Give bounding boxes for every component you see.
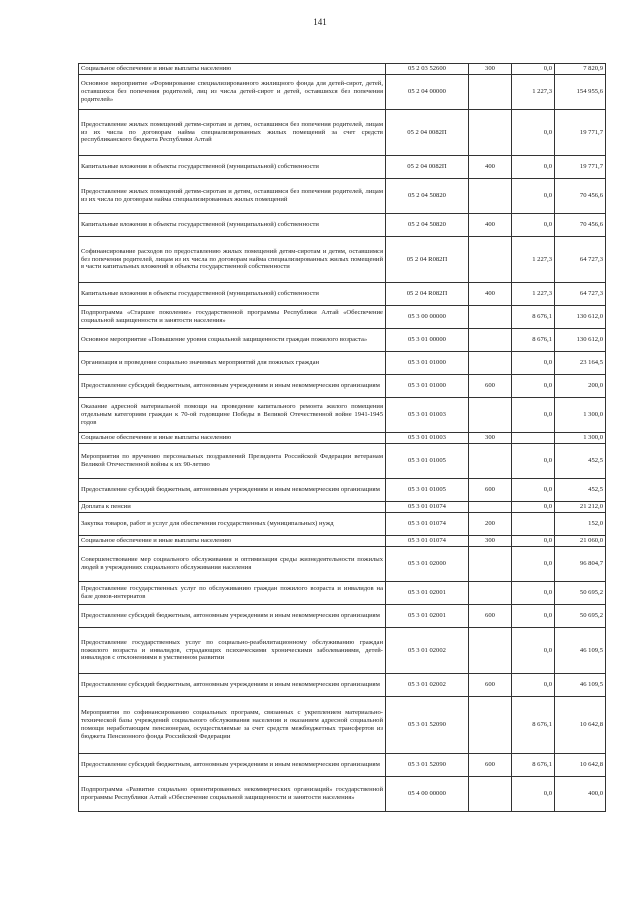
row-target-code: 05 3 01 00000 [386, 329, 469, 352]
row-target-code: 05 2 04 R082П [386, 237, 469, 283]
row-amount-2: 7 820,9 [555, 64, 606, 75]
row-target-code: 05 3 01 01074 [386, 513, 469, 536]
row-amount-1: 0,0 [512, 375, 555, 398]
row-expense-type: 400 [469, 214, 512, 237]
row-expense-type: 600 [469, 479, 512, 502]
row-target-code: 05 3 01 02002 [386, 674, 469, 697]
row-amount-2: 200,0 [555, 375, 606, 398]
row-amount-1: 0,0 [512, 536, 555, 547]
row-amount-2: 10 642,8 [555, 697, 606, 754]
row-amount-2: 64 727,3 [555, 283, 606, 306]
row-description: Совершенствование мер социального обслуживания и оптимизация среды жизнедеятельности пожилых людей в учреждениях социального обслуживания населения [79, 547, 386, 582]
budget-table [78, 63, 606, 812]
table-row [79, 306, 606, 329]
row-expense-type: 300 [469, 433, 512, 444]
row-amount-2: 64 727,3 [555, 237, 606, 283]
table-row [79, 214, 606, 237]
table-row [79, 536, 606, 547]
row-description: Предоставление субсидий бюджетным, автономным учреждениям и иным некоммерческим организациям [79, 375, 386, 398]
row-description: Социальное обеспечение и иные выплаты населению [79, 433, 386, 444]
table-row [79, 110, 606, 156]
row-description: Оказание адресной материальной помощи на проведение капитального ремонта жилого помещения отдельным категориям граждан к 70-ой годовщине Победы в Великой Отечественной войне 1941-1945 годов [79, 398, 386, 433]
row-amount-1: 1 227,3 [512, 237, 555, 283]
row-amount-2: 152,0 [555, 513, 606, 536]
table-row [79, 628, 606, 674]
table-row [79, 433, 606, 444]
row-amount-2: 70 456,6 [555, 179, 606, 214]
row-description: Предоставление жилых помещений детям-сиротам и детям, оставшимся без попечения родителей, лицам из их числа по договорам найма специализированных жилых помещений за счет средств республиканского бюджета Республики Алтай [79, 110, 386, 156]
row-target-code: 05 3 01 01003 [386, 433, 469, 444]
row-target-code: 05 3 01 02001 [386, 605, 469, 628]
row-amount-1: 0,0 [512, 179, 555, 214]
row-amount-2: 19 771,7 [555, 110, 606, 156]
row-target-code: 05 3 01 01000 [386, 375, 469, 398]
row-amount-2: 452,5 [555, 444, 606, 479]
row-expense-type [469, 237, 512, 283]
row-amount-2: 1 300,0 [555, 398, 606, 433]
row-amount-1: 0,0 [512, 502, 555, 513]
row-target-code: 05 2 04 0082П [386, 110, 469, 156]
row-amount-1: 0,0 [512, 582, 555, 605]
table-row [79, 375, 606, 398]
row-expense-type [469, 398, 512, 433]
row-target-code: 05 3 01 02001 [386, 582, 469, 605]
row-target-code: 05 3 01 52090 [386, 697, 469, 754]
row-amount-2: 46 109,5 [555, 628, 606, 674]
table-row [79, 179, 606, 214]
row-amount-1: 0,0 [512, 214, 555, 237]
row-target-code: 05 3 01 01074 [386, 502, 469, 513]
row-target-code: 05 2 04 50820 [386, 214, 469, 237]
row-amount-1 [512, 513, 555, 536]
table-row [79, 237, 606, 283]
row-target-code: 05 3 01 01000 [386, 352, 469, 375]
row-amount-1: 0,0 [512, 110, 555, 156]
row-amount-1: 8 676,1 [512, 306, 555, 329]
row-expense-type: 200 [469, 513, 512, 536]
row-amount-2: 452,5 [555, 479, 606, 502]
row-expense-type: 600 [469, 605, 512, 628]
table-row [79, 352, 606, 375]
table-row [79, 64, 606, 75]
row-description: Предоставление субсидий бюджетным, автономным учреждениям и иным некоммерческим организациям [79, 754, 386, 777]
row-expense-type: 300 [469, 64, 512, 75]
row-target-code: 05 3 00 00000 [386, 306, 469, 329]
table-row [79, 329, 606, 352]
row-amount-1: 0,0 [512, 628, 555, 674]
row-description: Предоставление государственных услуг по обслуживанию граждан пожилого возраста и инвалидов на базе домов-интернатов [79, 582, 386, 605]
table-row [79, 513, 606, 536]
row-amount-1: 0,0 [512, 777, 555, 812]
row-description: Основное мероприятие «Повышение уровня социальной защищенности граждан пожилого возраста» [79, 329, 386, 352]
row-amount-2: 400,0 [555, 777, 606, 812]
row-target-code: 05 2 04 50820 [386, 179, 469, 214]
table-row [79, 444, 606, 479]
table-row [79, 502, 606, 513]
row-expense-type: 600 [469, 375, 512, 398]
row-amount-2: 50 695,2 [555, 582, 606, 605]
row-amount-1: 8 676,1 [512, 329, 555, 352]
row-expense-type: 600 [469, 674, 512, 697]
row-description: Предоставление субсидий бюджетным, автономным учреждениям и иным некоммерческим организациям [79, 479, 386, 502]
row-target-code: 05 3 01 01003 [386, 398, 469, 433]
row-amount-2: 21 060,0 [555, 536, 606, 547]
table-row [79, 283, 606, 306]
row-expense-type [469, 352, 512, 375]
row-description: Организация и проведение социально значимых мероприятий для пожилых граждан [79, 352, 386, 375]
row-amount-2: 130 612,0 [555, 306, 606, 329]
table-row [79, 754, 606, 777]
row-description: Подпрограмма «Старшее поколение» государственной программы Республики Алтай «Обеспечение социальной защищенности и занятости населения» [79, 306, 386, 329]
row-description: Социальное обеспечение и иные выплаты населению [79, 64, 386, 75]
row-target-code: 05 2 04 00000 [386, 75, 469, 110]
row-target-code: 05 3 01 02002 [386, 628, 469, 674]
row-expense-type: 400 [469, 283, 512, 306]
row-amount-2: 96 804,7 [555, 547, 606, 582]
row-description: Основное мероприятие «Формирование специализированного жилищного фонда для детей-сирот, детей, оставшихся без попечения родителей, лиц из числа детей-сирот и детей, оставшихся без попечения родителей» [79, 75, 386, 110]
row-expense-type: 400 [469, 156, 512, 179]
row-description: Закупка товаров, работ и услуг для обеспечения государственных (муниципальных) нужд [79, 513, 386, 536]
budget-table-body [79, 64, 606, 812]
row-description: Предоставление субсидий бюджетным, автономным учреждениям и иным некоммерческим организациям [79, 674, 386, 697]
row-description: Капитальные вложения в объекты государственной (муниципальной) собственности [79, 283, 386, 306]
row-description: Предоставление государственных услуг по социально-реабилитационному обслуживанию граждан пожилого возраста и инвалидов, страдающих психическими хроническими заболеваниями, детей-инвалидов с отклонениями в умственном развитии [79, 628, 386, 674]
row-target-code: 05 3 01 01074 [386, 536, 469, 547]
row-expense-type [469, 75, 512, 110]
row-description: Предоставление субсидий бюджетным, автономным учреждениям и иным некоммерческим организациям [79, 605, 386, 628]
row-description: Доплата к пенсии [79, 502, 386, 513]
row-target-code: 05 2 03 52600 [386, 64, 469, 75]
row-amount-2: 10 642,8 [555, 754, 606, 777]
row-description: Предоставление жилых помещений детям-сиротам и детям, оставшимся без попечения родителей, лицам из их числа по договорам найма специализированных жилых помещений [79, 179, 386, 214]
table-row [79, 582, 606, 605]
row-amount-1: 0,0 [512, 444, 555, 479]
row-target-code: 05 4 00 00000 [386, 777, 469, 812]
row-expense-type [469, 306, 512, 329]
row-amount-1: 0,0 [512, 547, 555, 582]
row-expense-type [469, 110, 512, 156]
row-amount-2: 46 109,5 [555, 674, 606, 697]
row-expense-type [469, 628, 512, 674]
row-target-code: 05 3 01 02000 [386, 547, 469, 582]
row-target-code: 05 3 01 01005 [386, 444, 469, 479]
row-expense-type [469, 697, 512, 754]
row-description: Мероприятия по вручению персональных поздравлений Президента Российской Федерации ветеранам Великой Отечественной войны к их 90-летию [79, 444, 386, 479]
row-amount-1: 8 676,1 [512, 697, 555, 754]
row-description: Софинансирование расходов по предоставлению жилых помещений детям-сиротам и детям, оставшимся без попечения родителей, лицам из их числа по договорам найма специализированных жилых помещений в части капитальных вложений в объекты государственной собственности [79, 237, 386, 283]
row-expense-type [469, 547, 512, 582]
page-number: 141 [313, 17, 327, 27]
row-expense-type: 300 [469, 536, 512, 547]
table-row [79, 674, 606, 697]
row-amount-1: 0,0 [512, 64, 555, 75]
table-row [79, 547, 606, 582]
table-row [79, 777, 606, 812]
row-description: Социальное обеспечение и иные выплаты населению [79, 536, 386, 547]
row-target-code: 05 2 04 0082П [386, 156, 469, 179]
row-amount-2: 23 164,5 [555, 352, 606, 375]
row-amount-2: 154 955,6 [555, 75, 606, 110]
row-expense-type [469, 777, 512, 812]
row-amount-1: 0,0 [512, 398, 555, 433]
table-row [79, 479, 606, 502]
row-description: Капитальные вложения в объекты государственной (муниципальной) собственности [79, 156, 386, 179]
row-amount-1: 0,0 [512, 674, 555, 697]
row-amount-2: 1 300,0 [555, 433, 606, 444]
table-row [79, 75, 606, 110]
row-expense-type [469, 582, 512, 605]
row-description: Капитальные вложения в объекты государственной (муниципальной) собственности [79, 214, 386, 237]
row-description: Подпрограмма «Развитие социально ориентированных некоммерческих организаций» государственной программы Республики Алтай «Обеспечение социальной защищенности и занятости населения» [79, 777, 386, 812]
row-amount-1: 0,0 [512, 352, 555, 375]
row-amount-2: 130 612,0 [555, 329, 606, 352]
row-expense-type [469, 179, 512, 214]
table-row [79, 398, 606, 433]
row-amount-1: 8 676,1 [512, 754, 555, 777]
row-expense-type [469, 329, 512, 352]
row-amount-2: 19 771,7 [555, 156, 606, 179]
row-expense-type [469, 502, 512, 513]
row-amount-1: 0,0 [512, 605, 555, 628]
row-amount-2: 21 212,0 [555, 502, 606, 513]
row-target-code: 05 3 01 52090 [386, 754, 469, 777]
row-amount-1: 0,0 [512, 479, 555, 502]
row-amount-2: 70 456,6 [555, 214, 606, 237]
row-amount-1: 1 227,3 [512, 75, 555, 110]
row-amount-1: 1 227,3 [512, 283, 555, 306]
row-expense-type [469, 444, 512, 479]
row-expense-type: 600 [469, 754, 512, 777]
row-description: Мероприятия по софинансированию социальных программ, связанных с укреплением материально-технической базы учреждений социального обслуживания населения и оказанием адресной социальной помощи неработающим пенсионерам, осуществляемые за счет средств межбюджетных трансфертов из бюджета Пенсионного фонда Российской Федерации [79, 697, 386, 754]
table-row [79, 697, 606, 754]
row-amount-1 [512, 433, 555, 444]
row-amount-1: 0,0 [512, 156, 555, 179]
row-amount-2: 50 695,2 [555, 605, 606, 628]
row-target-code: 05 2 04 R082П [386, 283, 469, 306]
table-row [79, 605, 606, 628]
table-row [79, 156, 606, 179]
row-target-code: 05 3 01 01005 [386, 479, 469, 502]
